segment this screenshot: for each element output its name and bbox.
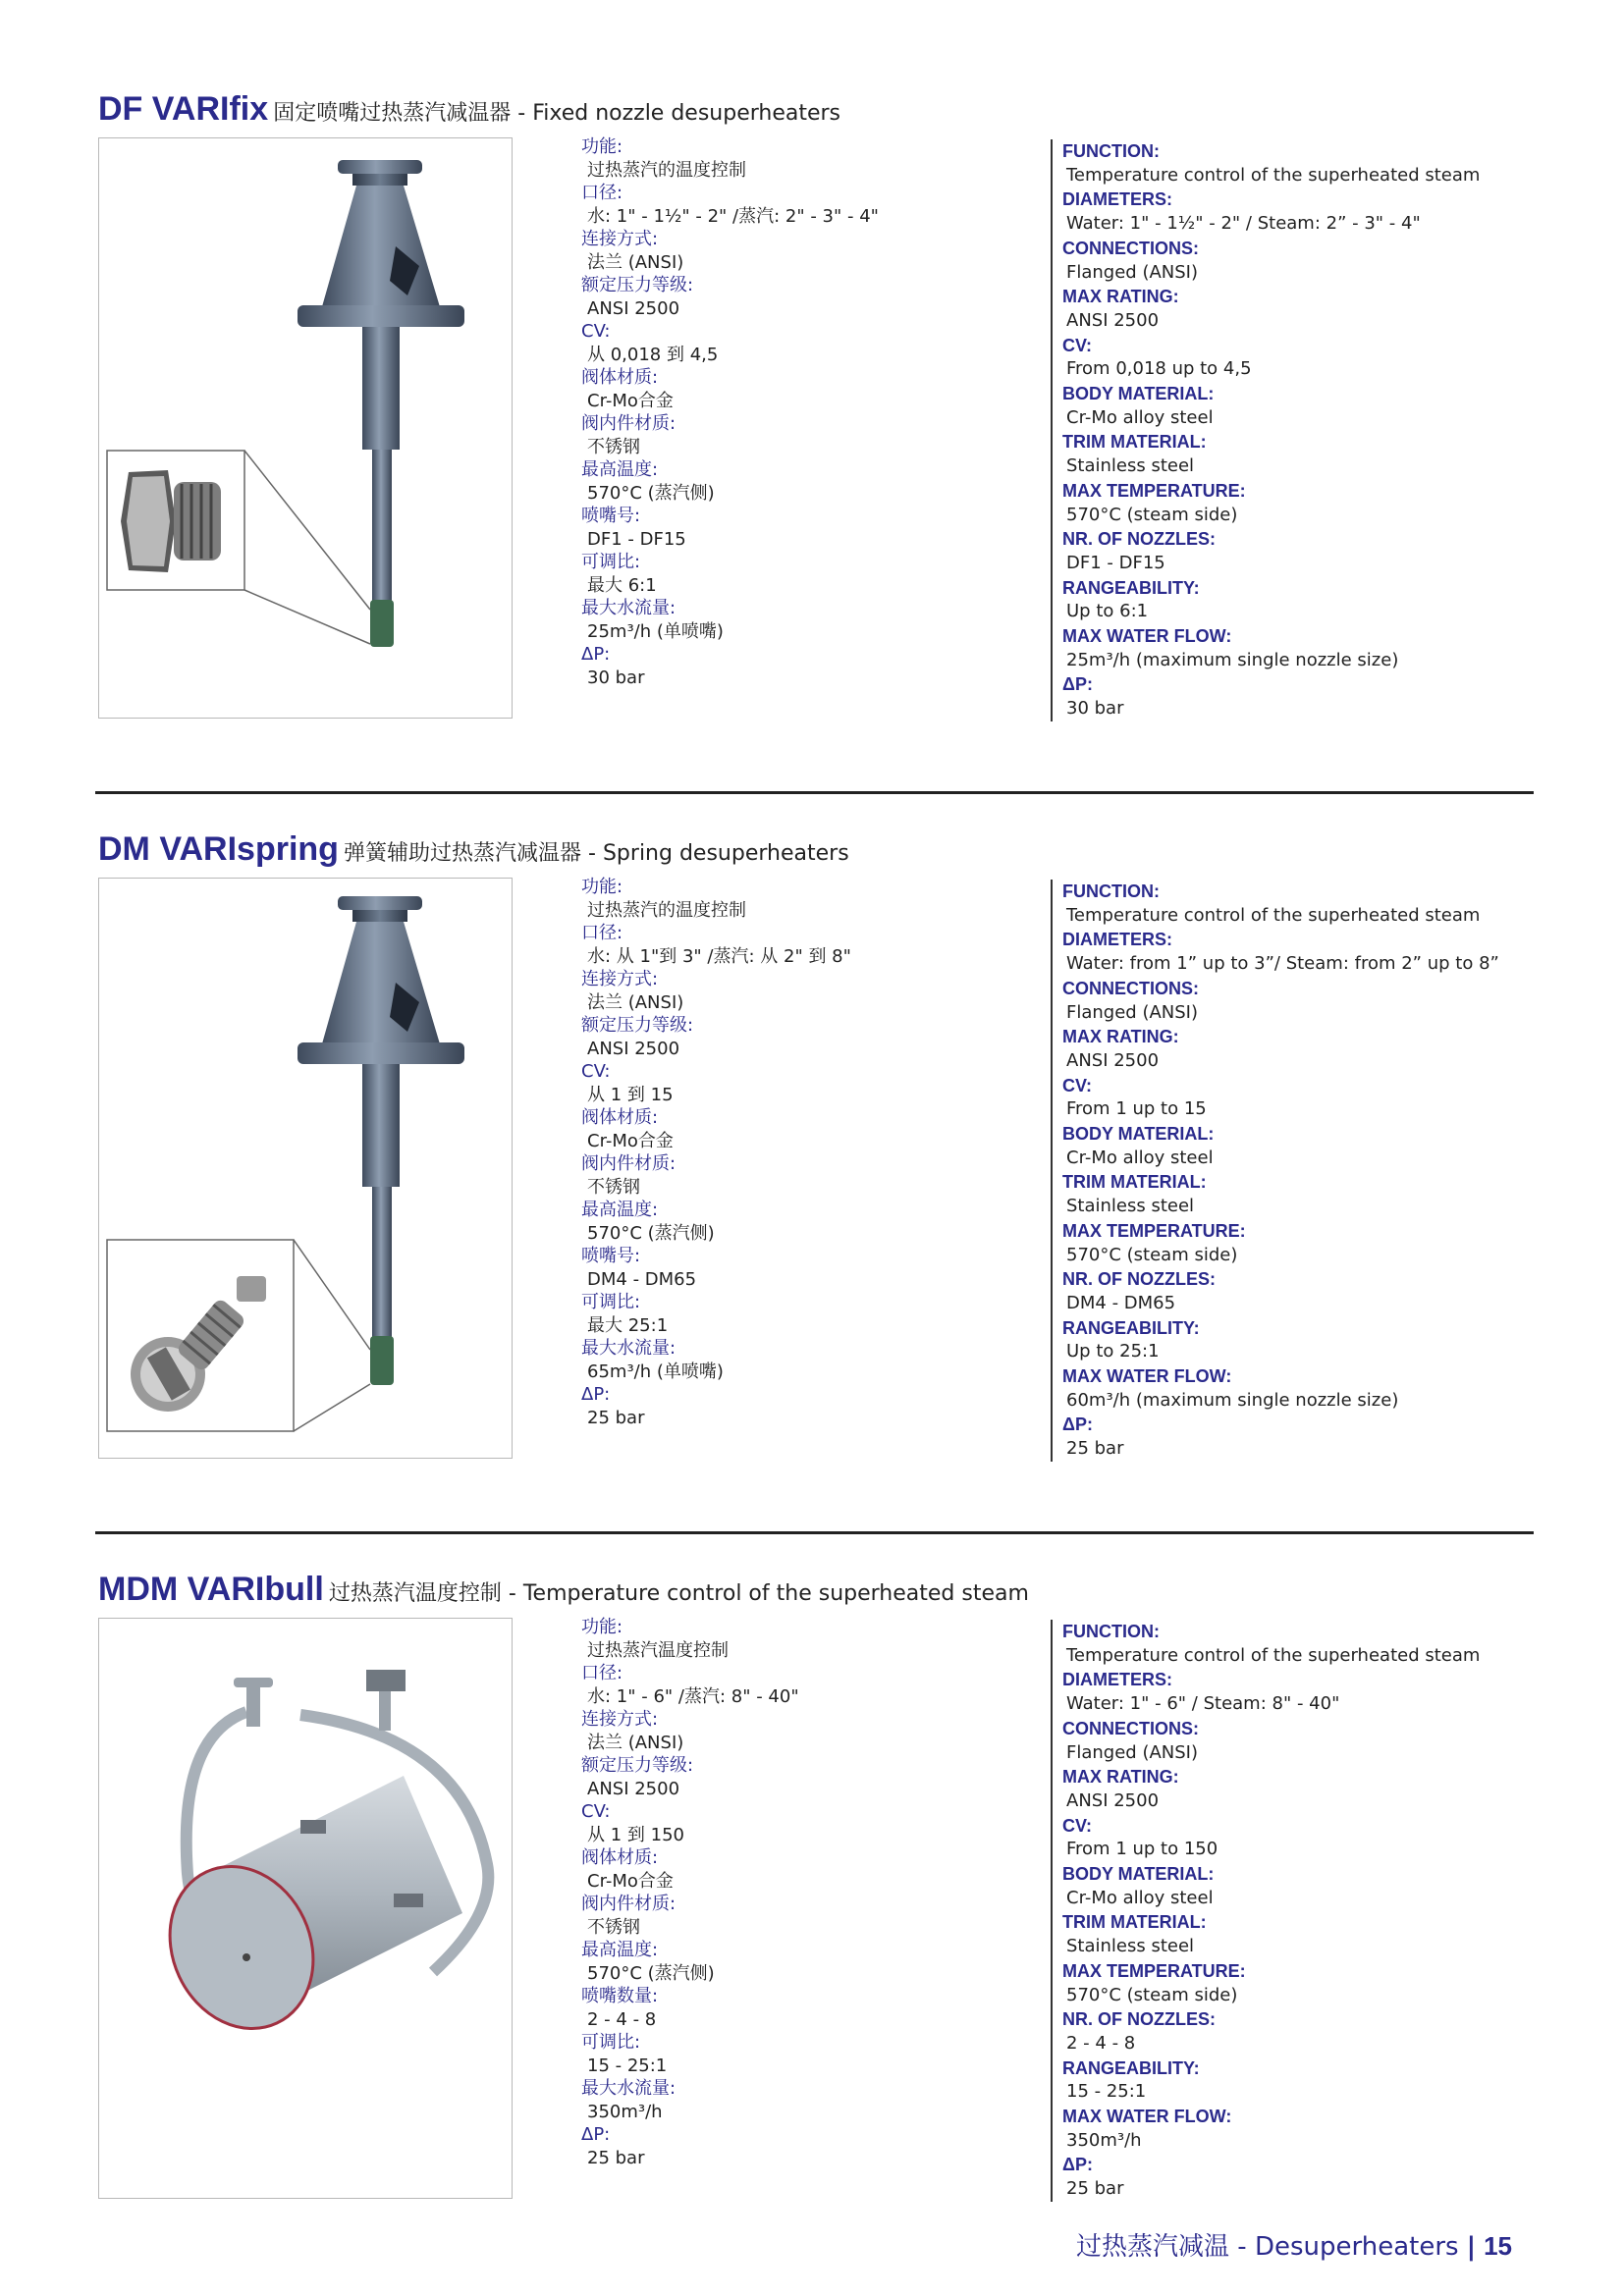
spec-item: TRIM MATERIAL: Stainless steel xyxy=(1062,1172,1207,1217)
spec-item: 最高温度: 570°C (蒸汽侧) xyxy=(581,1200,715,1244)
model-name: DM VARIspring xyxy=(98,830,339,868)
spec-item: RANGEABILITY: Up to 6:1 xyxy=(1062,577,1200,622)
footer-separator: | xyxy=(1466,2232,1477,2262)
spec-item: CV: 从 1 到 15 xyxy=(581,1061,674,1105)
model-name: DF VARIfix xyxy=(98,90,269,128)
spec-item: 功能: 过热蒸汽的温度控制 xyxy=(581,136,746,181)
spec-item: ΔP: 25 bar xyxy=(1062,2155,1124,2200)
spec-item: 喷嘴号: DM4 - DM65 xyxy=(581,1246,697,1290)
spec-item: ΔP: 25 bar xyxy=(1062,1415,1124,1460)
spec-item: 最大水流量: 25m³/h (单喷嘴) xyxy=(581,598,724,642)
spec-item: 口径: 水: 1" - 6" /蒸汽: 8" - 40" xyxy=(581,1663,799,1707)
specs-cn xyxy=(581,876,1033,1429)
page-number: 15 xyxy=(1484,2231,1512,2261)
spec-item: TRIM MATERIAL: Stainless steel xyxy=(1062,432,1207,477)
spec-item: 额定压力等级: ANSI 2500 xyxy=(581,1015,694,1059)
section-mdm-varibull xyxy=(98,1571,1532,2218)
spec-item: 连接方式: 法兰 (ANSI) xyxy=(581,1709,684,1753)
spec-item: CV: From 0,018 up to 4,5 xyxy=(1062,335,1252,380)
spec-item: 额定压力等级: ANSI 2500 xyxy=(581,1755,694,1799)
footer-title-en: - Desuperheaters xyxy=(1229,2232,1459,2262)
spec-item: CV: From 1 up to 15 xyxy=(1062,1075,1207,1120)
spec-item: CV: 从 0,018 到 4,5 xyxy=(581,321,719,365)
spec-item: MAX TEMPERATURE: 570°C (steam side) xyxy=(1062,1220,1246,1265)
footer-title-cn: 过热蒸汽减温 xyxy=(1076,2232,1230,2262)
spec-item: CV: 从 1 到 150 xyxy=(581,1801,684,1845)
subtitle-en: - Temperature control of the superheated steam xyxy=(501,1581,1029,1606)
spec-item: MAX RATING: ANSI 2500 xyxy=(1062,1027,1179,1071)
specs-cn xyxy=(581,1616,1033,2169)
page-footer xyxy=(1076,2226,1512,2263)
model-name: MDM VARIbull xyxy=(98,1571,324,1608)
spec-item: ΔP: 30 bar xyxy=(581,644,645,688)
specs-cn xyxy=(581,135,1033,689)
spec-item: NR. OF NOZZLES: 2 - 4 - 8 xyxy=(1062,2009,1216,2054)
spec-item: DIAMETERS: Water: 1" - 6" / Steam: 8" - 40" xyxy=(1062,1670,1340,1715)
subtitle-cn: 过热蒸汽温度控制 xyxy=(328,1581,502,1606)
spec-item: 阀体材质: Cr-Mo合金 xyxy=(581,367,674,411)
spec-item: MAX WATER FLOW: 60m³/h (maximum single nozzle size) xyxy=(1062,1366,1399,1411)
subtitle-cn: 弹簧辅助过热蒸汽减温器 xyxy=(344,841,582,866)
spec-item: 额定压力等级: ANSI 2500 xyxy=(581,275,694,319)
subtitle-en: - Fixed nozzle desuperheaters xyxy=(511,101,841,126)
product-image-df xyxy=(98,137,513,719)
spec-item: 阀体材质: Cr-Mo合金 xyxy=(581,1847,674,1892)
spec-item: 喷嘴数量: 2 - 4 - 8 xyxy=(581,1986,659,2030)
specs-en xyxy=(1051,1620,1612,2202)
product-image-mdm xyxy=(98,1618,513,2199)
spec-item: 阀内件材质: 不锈钢 xyxy=(581,1153,677,1198)
specs-en xyxy=(1051,139,1612,721)
spec-item: 可调比: 最大 25:1 xyxy=(581,1292,669,1336)
spec-item: MAX TEMPERATURE: 570°C (steam side) xyxy=(1062,480,1246,525)
spec-item: 可调比: 最大 6:1 xyxy=(581,552,657,596)
spec-item: FUNCTION: Temperature control of the superheated steam xyxy=(1062,881,1481,926)
spec-item: 喷嘴号: DF1 - DF15 xyxy=(581,506,686,550)
section-divider xyxy=(95,791,1534,794)
spec-item: MAX RATING: ANSI 2500 xyxy=(1062,287,1179,331)
spec-item: ΔP: 25 bar xyxy=(581,2124,645,2168)
section-title xyxy=(98,90,840,129)
section-title xyxy=(98,1571,1029,1609)
subtitle-cn: 固定喷嘴过热蒸汽减温器 xyxy=(273,101,512,126)
spec-item: BODY MATERIAL: Cr-Mo alloy steel xyxy=(1062,1124,1215,1168)
spec-item: NR. OF NOZZLES: DF1 - DF15 xyxy=(1062,529,1216,573)
section-divider xyxy=(95,1531,1534,1534)
spec-item: 口径: 水: 1" - 1½" - 2" /蒸汽: 2" - 3" - 4" xyxy=(581,183,879,227)
product-image-dm xyxy=(98,878,513,1459)
spec-item: 功能: 过热蒸汽的温度控制 xyxy=(581,877,746,921)
spec-item: RANGEABILITY: 15 - 25:1 xyxy=(1062,2057,1200,2103)
spec-item: 口径: 水: 从 1"到 3" /蒸汽: 从 2" 到 8" xyxy=(581,923,851,967)
spec-item: 阀内件材质: 不锈钢 xyxy=(581,1894,677,1938)
spec-item: MAX WATER FLOW: 350m³/h xyxy=(1062,2107,1232,2151)
spec-item: BODY MATERIAL: Cr-Mo alloy steel xyxy=(1062,384,1215,428)
spec-item: DIAMETERS: Water: from 1” up to 3”/ Steam: from 2” up to 8” xyxy=(1062,930,1499,975)
spec-item: ΔP: 25 bar xyxy=(581,1384,645,1428)
spec-item: CONNECTIONS: Flanged (ANSI) xyxy=(1062,978,1199,1023)
spec-item: MAX RATING: ANSI 2500 xyxy=(1062,1767,1179,1811)
spec-item: MAX TEMPERATURE: 570°C (steam side) xyxy=(1062,1960,1246,2005)
spec-item: NR. OF NOZZLES: DM4 - DM65 xyxy=(1062,1269,1216,1313)
spec-item: RANGEABILITY: Up to 25:1 xyxy=(1062,1317,1200,1362)
spec-item: CONNECTIONS: Flanged (ANSI) xyxy=(1062,238,1199,283)
spec-item: 阀内件材质: 不锈钢 xyxy=(581,413,677,457)
spec-item: CV: From 1 up to 150 xyxy=(1062,1815,1218,1860)
spec-item: TRIM MATERIAL: Stainless steel xyxy=(1062,1912,1207,1957)
spec-item: FUNCTION: Temperature control of the superheated steam xyxy=(1062,141,1481,186)
specs-en xyxy=(1051,880,1612,1462)
section-dm-varispring xyxy=(98,830,1532,1478)
spec-item: 阀体材质: Cr-Mo合金 xyxy=(581,1107,674,1151)
spec-item: 最高温度: 570°C (蒸汽侧) xyxy=(581,459,715,504)
spec-item: BODY MATERIAL: Cr-Mo alloy steel xyxy=(1062,1864,1215,1908)
spec-item: MAX WATER FLOW: 25m³/h (maximum single nozzle size) xyxy=(1062,626,1399,670)
spec-item: 功能: 过热蒸汽温度控制 xyxy=(581,1617,729,1661)
section-df-varifix xyxy=(98,90,1532,738)
section-title xyxy=(98,830,849,869)
spec-item: 最大水流量: 65m³/h (单喷嘴) xyxy=(581,1338,724,1382)
spec-item: ΔP: 30 bar xyxy=(1062,674,1124,720)
spec-item: FUNCTION: Temperature control of the superheated steam xyxy=(1062,1622,1481,1666)
spec-item: 最高温度: 570°C (蒸汽侧) xyxy=(581,1940,715,1984)
spec-item: 最大水流量: 350m³/h xyxy=(581,2078,677,2122)
subtitle-en: - Spring desuperheaters xyxy=(581,841,849,866)
spec-item: CONNECTIONS: Flanged (ANSI) xyxy=(1062,1718,1199,1763)
spec-item: 连接方式: 法兰 (ANSI) xyxy=(581,229,684,273)
spec-item: 可调比: 15 - 25:1 xyxy=(581,2032,668,2076)
spec-item: 连接方式: 法兰 (ANSI) xyxy=(581,969,684,1013)
spec-item: DIAMETERS: Water: 1" - 1½" - 2" / Steam: 2” - 3" - 4" xyxy=(1062,189,1421,235)
